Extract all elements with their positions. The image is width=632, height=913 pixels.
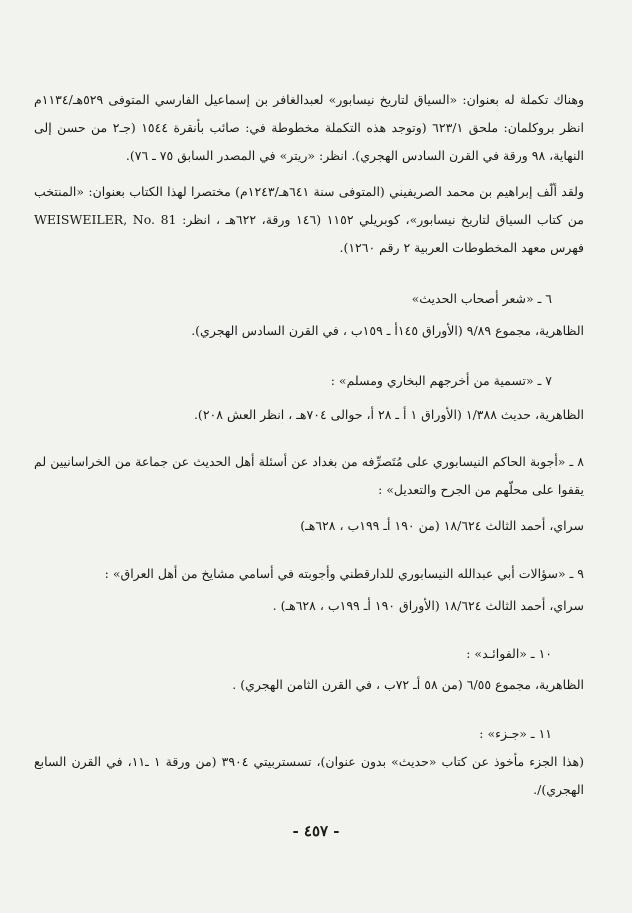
item-source-9: سراي، أحمد الثالث ١٨/٦٢٤ (الأوراق ١٩٠ أـ ١٩٩ب ، ٦٢٨هـ) . [272, 598, 584, 613]
item-source-7: الظاهرية، حديث ١/٣٨٨ (الأوراق ١ أ ـ ٢٨ أ، حوالى ٧٠٤هـ ، انظر العش ٢٠٨). [193, 407, 584, 422]
item-source-10: الظاهرية، مجموع ٦/٥٥ (من ٥٨ أـ ٧٢ب ، في القرن الثامن الهجري) . [232, 677, 584, 692]
item-heading-10: ١٠ ـ «الفوائـد» : [466, 646, 552, 661]
paragraph-siyaq-supplement: وهناك تكملة له بعنوان: «السياق لتاريخ نيسابور» لعبدالغافر بن إسماعيل الفارسي المتوفى ٥٢٩هـ/١١٣٤م انظر بروكلمان: ملحق ٦٢٣/١ (وتوجد هذه التكملة مخطوطة في: صائب بأنقرة ١٥٤٤ (جـ٢ من حسن إلى النهاية، ٩٨ ورقة في القرن السادس الهجري). انظر: «ريتر» في المصدر السابق ٧٥ ـ ٧٦). [34, 92, 585, 163]
item-source-8: سراي، أحمد الثالث ١٨/٦٢٤ (من ١٩٠ أـ ١٩٩ب ، ٦٢٨هـ) [300, 518, 584, 533]
item-heading-8: ٨ ـ «أجوبة الحاكم النيسابوري على مُتَصرِّفه من بغداد عن أسئلة أهل الحديث عن جماعة من الخراسانيين لم يقفوا على محلّهم من الجرح والتعديل» : [34, 454, 584, 497]
item-heading-9: ٩ ـ «سؤالات أبي عبدالله النيسابوري للدارقطني وأجوبته في أسامي مشايخ من أهل العراق» : [104, 566, 584, 581]
item-source-11: (هذا الجزء مأخوذ عن كتاب «حديث» بدون عنوان)، تسستربيتي ٣٩٠٤ (من ورقة ١ ـ١١، في القرن السابع الهجري)/. [34, 754, 584, 797]
item-heading-11: ١١ ـ «جـزء» : [479, 726, 552, 741]
item-heading-7: ٧ ـ «تسمية من أخرجهم البخاري ومسلم» : [330, 373, 552, 388]
page-number: - ٤٥٧ - [292, 822, 340, 840]
paragraph-muntakhab-abridgement: ولقد ألّف إبراهيم بن محمد الصريفيني (المتوفى سنة ٦٤١هـ/١٢٤٣م) مختصرا لهذا الكتاب بعنوان: «المنتخب من كتاب السياق لتاريخ نيسابور»، كوبريلي ١١٥٢ (١٤٦ ورقة، ٦٢٢هـ ، انظر: WEISWEILER, No. 81 فهرس معهد المخطوطات العربية ٢ رقم ١٢٦٠). [34, 184, 584, 255]
item-source-6: الظاهرية، مجموع ٩/٨٩ (الأوراق ١٤٥أ ـ ١٥٩ب ، في القرن السادس الهجري). [191, 323, 584, 338]
item-heading-6: ٦ ـ «شعر أصحاب الحديث» [411, 291, 552, 306]
